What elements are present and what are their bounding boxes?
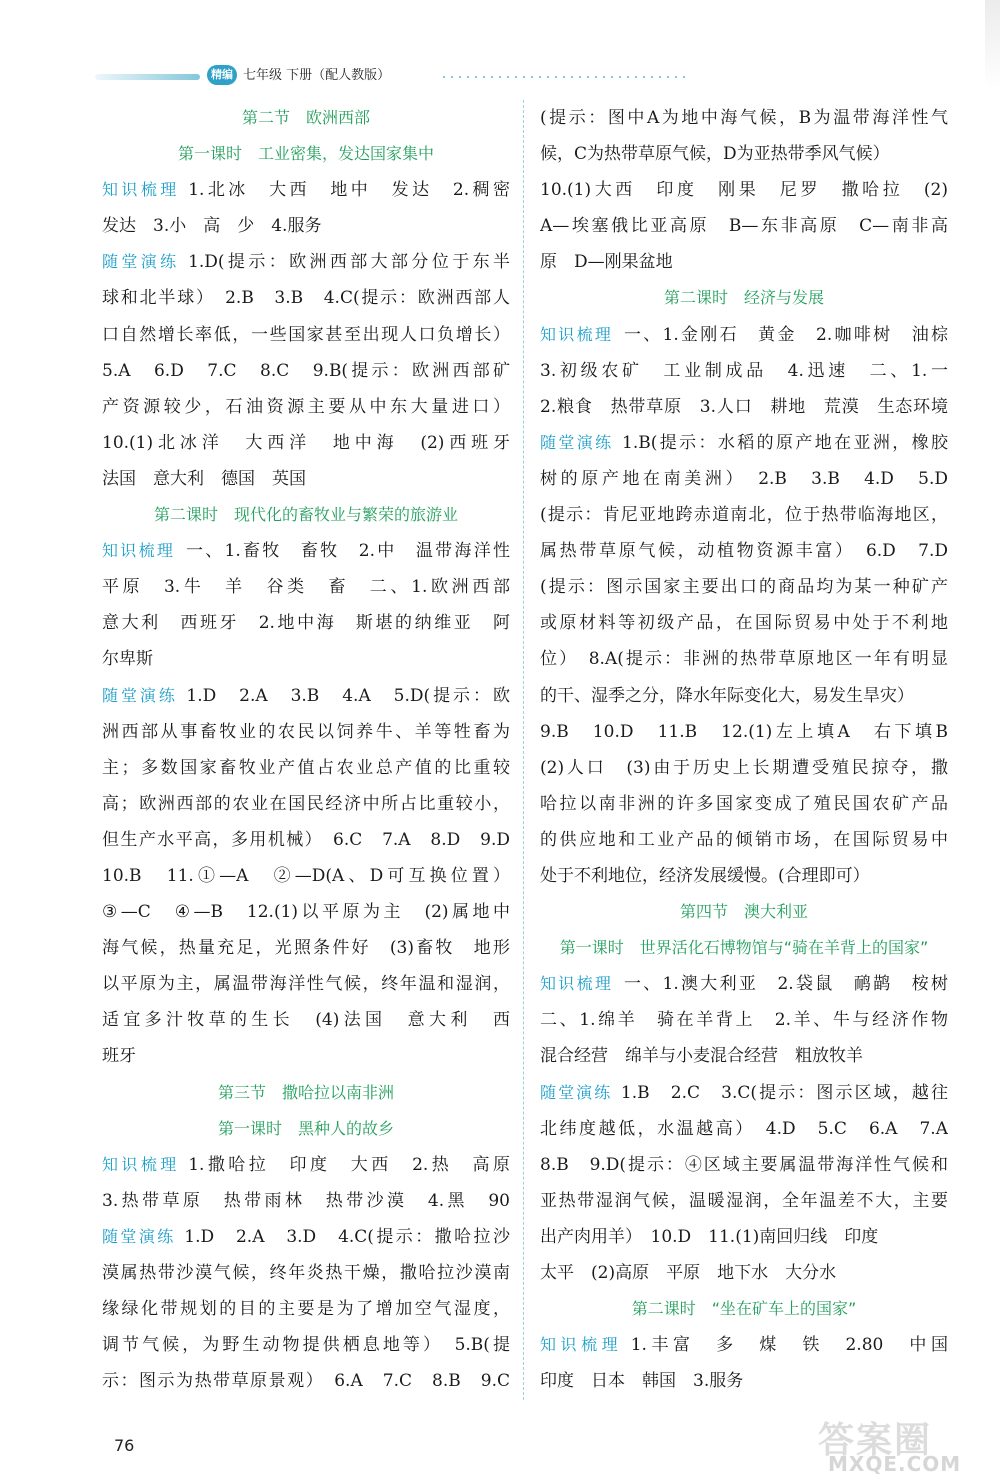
answer-text: 原 D—刚果盆地 <box>540 252 673 273</box>
text-line <box>102 1291 510 1327</box>
watermark-cn: 答案圈 <box>818 1420 933 1461</box>
answer-text: 9.B 10.D 11.B 12.(1)左上填A 右下填B <box>540 721 948 742</box>
answer-text: 10.B 11.①—A ②—D(A、D可互换位置） <box>102 865 510 886</box>
text-line <box>102 641 510 677</box>
section-label: 知识梳理 <box>540 1335 623 1355</box>
watermark <box>818 1412 988 1477</box>
answer-text: 混合经营 绵羊与小麦混合经营 粗放牧羊 <box>540 1046 863 1067</box>
text-line <box>102 280 510 316</box>
text-line <box>540 786 948 822</box>
text-line <box>540 100 948 136</box>
answer-text: 3.热带草原 热带雨林 热带沙漠 4.黑 90 <box>102 1190 510 1211</box>
text-line <box>102 244 510 280</box>
answer-text: 1.D(提示：欧洲西部大部分位于东半 <box>188 252 510 273</box>
text-line <box>540 1111 948 1147</box>
text-line <box>102 966 510 1002</box>
text-line <box>540 1183 948 1219</box>
text-line <box>540 244 948 280</box>
answer-text: A—埃塞俄比亚高原 B—东非高原 C—南非高 <box>540 216 948 237</box>
answer-text: 产资源较少，石油资源主要从中东大量进口） <box>102 396 510 417</box>
answer-text: 班牙 <box>102 1046 136 1067</box>
left-column <box>102 100 510 1399</box>
answer-text: 漠属热带沙漠气候，终年炎热干燥，撒哈拉沙漠南 <box>102 1263 510 1283</box>
section-heading: 第二课时 “坐在矿车上的国家” <box>631 1299 857 1319</box>
answer-text: 10.(1)北冰洋 大西洋 地中海 (2)西班牙 <box>102 432 510 453</box>
text-line <box>540 1002 948 1038</box>
text-line <box>540 533 948 569</box>
answer-text: 缘绿化带规划的目的主要是为了增加空气湿度， <box>102 1299 510 1320</box>
header-title: 七年级 下册（配人教版） <box>243 68 391 83</box>
text-line <box>540 1038 948 1074</box>
section-heading: 第四节 澳大利亚 <box>679 902 808 922</box>
answer-text: 尔卑斯 <box>102 649 153 670</box>
text-line <box>540 858 948 894</box>
section-label: 知识梳理 <box>540 974 614 994</box>
text-line <box>540 172 948 208</box>
text-line <box>540 822 948 858</box>
text-line <box>540 1255 948 1291</box>
answer-text: (提示：图中A为地中海气候，B为温带海洋性气 <box>540 108 948 128</box>
answer-text: 一、1.澳大利亚 2.袋鼠 鸸鹋 桉树 <box>621 974 948 995</box>
text-line <box>102 822 510 858</box>
answer-text: 的供应地和工业产品的倾销市场，在国际贸易中 <box>540 829 948 850</box>
text-line <box>540 1147 948 1183</box>
section-label: 随堂演练 <box>102 252 180 272</box>
section-heading: 第二课时 经济与发展 <box>663 288 824 308</box>
answer-text: 主；多数国家畜牧业产值占农业总产值的比重较 <box>102 757 510 778</box>
text-line <box>102 1255 510 1291</box>
text-line <box>540 461 948 497</box>
text-line <box>102 1038 510 1074</box>
text-line <box>540 317 948 353</box>
text-line <box>102 930 510 966</box>
answer-text: 口自然增长率低，一些国家甚至出现人口负增长） <box>102 324 510 345</box>
answer-text: 候，C为热带草原气候，D为亚热带季风气候） <box>540 144 890 165</box>
section-label: 知识梳理 <box>102 541 176 561</box>
answer-text: 的干、湿季之分，降水年际变化大，易发生旱灾） <box>540 685 914 706</box>
answer-text: 适宜多汁牧草的生长 (4)法国 意大利 西 <box>102 1010 510 1031</box>
section-heading: 第二节 欧洲西部 <box>241 108 370 127</box>
page-edge-mark <box>985 0 1000 90</box>
text-line <box>102 461 510 497</box>
header-badge: 精编 <box>207 65 237 85</box>
section-label: 随堂演练 <box>102 1226 176 1246</box>
text-line <box>102 858 510 894</box>
page-number: 76 <box>114 1436 135 1455</box>
header-decor-line <box>95 74 200 80</box>
answer-text: 8.B 9.D(提示：④区域主要属温带海洋性气候和 <box>540 1154 948 1175</box>
text-line <box>102 172 510 208</box>
answer-text: 10.(1)大西 印度 刚果 尼罗 撒哈拉 (2) <box>540 180 948 201</box>
answer-text: 示：图示为热带草原景观） 6.A 7.C 8.B 9.C <box>102 1371 510 1392</box>
answer-text: ③—C ④—B 12.(1)以平原为主 (2)属地中 <box>102 902 510 923</box>
answer-text: 二、1.绵羊 骑在羊背上 2.羊、牛与经济作物 <box>540 1010 948 1031</box>
text-line <box>102 605 510 641</box>
answer-text: 法国 意大利 德国 英国 <box>102 468 306 489</box>
answer-text: 海气候，热量充足，光照条件好 (3)畜牧 地形 <box>102 938 510 959</box>
section-heading: 第三节 撒哈拉以南非洲 <box>217 1082 394 1102</box>
answer-text: 平原 3.牛 羊 谷类 畜 二、1.欧洲西部 <box>102 577 510 598</box>
answer-text: 北纬度越低，水温越高） 4.D 5.C 6.A 7.A <box>540 1118 948 1139</box>
answer-text: 发达 3.小 高 少 4.服务 <box>102 216 322 237</box>
text-line <box>540 641 948 677</box>
text-line <box>102 750 510 786</box>
right-column <box>540 100 948 1399</box>
text-line <box>102 569 510 605</box>
answer-text: 1.北冰 大西 地中 发达 2.稠密 <box>188 180 510 201</box>
answer-text: 1.B 2.C 3.C(提示：图示区域，越往 <box>620 1082 948 1103</box>
text-line <box>540 425 948 461</box>
answer-text: 处于不利地位，经济发展缓慢。(合理即可） <box>540 865 870 886</box>
answer-text: 1.D 2.A 3.D 4.C(提示：撒哈拉沙 <box>184 1226 510 1247</box>
text-line <box>540 208 948 244</box>
text-line <box>540 678 948 714</box>
answer-text: 5.A 6.D 7.C 8.C 9.B(提示：欧洲西部矿 <box>102 360 510 381</box>
answer-text: 高；欧洲西部的农业在国民经济中所占比重较小， <box>102 793 510 814</box>
text-line <box>102 1183 510 1219</box>
header-decor-dots <box>440 76 690 78</box>
answer-text: 但生产水平高，多用机械） 6.C 7.A 8.D 9.D <box>102 829 510 850</box>
answer-text: 出产肉用羊） 10.D 11.(1)南回归线 印度 <box>540 1226 879 1247</box>
answer-text: 以平原为主，属温带海洋性气候，终年温和湿润， <box>102 974 510 995</box>
text-line <box>102 317 510 353</box>
answer-text: (提示：肯尼亚地跨赤道南北，位于热带临海地区， <box>540 505 948 526</box>
column-divider <box>523 100 524 1400</box>
section-label: 随堂演练 <box>540 1082 613 1102</box>
text-line <box>102 353 510 389</box>
answer-text: 位） 8.A(提示：非洲的热带草原地区一年有明显 <box>540 649 948 670</box>
text-line <box>540 497 948 533</box>
text-line <box>102 678 510 714</box>
section-label: 知识梳理 <box>102 180 180 200</box>
text-line <box>540 714 948 750</box>
text-line <box>102 1002 510 1038</box>
answer-text: 一、1.金刚石 黄金 2.咖啡树 油棕 <box>621 324 948 345</box>
page-header <box>95 60 695 90</box>
text-line <box>102 1147 510 1183</box>
answer-text: 1.D 2.A 3.B 4.A 5.D(提示：欧 <box>186 685 510 706</box>
answer-text: 意大利 西班牙 2.地中海 斯堪的纳维亚 阿 <box>102 613 510 634</box>
section-label: 随堂演练 <box>540 432 614 452</box>
text-line <box>540 966 948 1002</box>
answer-text: 1.B(提示：水稻的原产地在亚洲，橡胶 <box>622 432 948 453</box>
answer-text: 洲西部从事畜牧业的农民以饲养牛、羊等牲畜为 <box>102 721 510 742</box>
answer-text: 3.初级农矿 工业制成品 4.迅速 二、1.一 <box>540 360 948 381</box>
text-line <box>102 1363 510 1399</box>
answer-text: 太平 (2)高原 平原 地下水 大分水 <box>540 1263 837 1283</box>
answer-text: 哈拉以南非洲的许多国家变成了殖民国农矿产品 <box>540 793 948 814</box>
answer-text: 球和北半球） 2.B 3.B 4.C(提示：欧洲西部人 <box>102 288 510 309</box>
answer-text: 2.粮食 热带草原 3.人口 耕地 荒漠 生态环境 <box>540 396 948 417</box>
text-line <box>540 569 948 605</box>
answer-text: 一、1.畜牧 畜牧 2.中 温带海洋性 <box>183 541 510 562</box>
text-line <box>102 786 510 822</box>
answer-text: (2)人口 (3)由于历史上长期遭受殖民掠夺，撒 <box>540 757 948 778</box>
text-line <box>540 1219 948 1255</box>
answer-text: 1.撒哈拉 印度 大西 2.热 高原 <box>188 1154 510 1175</box>
text-line <box>540 136 948 172</box>
watermark-en: MXQE.COM <box>828 1452 962 1476</box>
text-line <box>540 750 948 786</box>
text-line <box>540 1327 948 1363</box>
text-line <box>102 1219 510 1255</box>
section-label: 知识梳理 <box>540 324 614 344</box>
text-line <box>540 353 948 389</box>
answer-text: 1.丰富 多 煤 铁 2.80 中国 <box>630 1335 948 1356</box>
text-line <box>102 894 510 930</box>
answer-text: 印度 日本 韩国 3.服务 <box>540 1371 744 1392</box>
text-line <box>102 533 510 569</box>
section-label: 随堂演练 <box>102 685 178 705</box>
text-line <box>540 389 948 425</box>
text-line <box>102 714 510 750</box>
text-line <box>102 389 510 425</box>
section-heading: 第二课时 现代化的畜牧业与繁荣的旅游业 <box>153 505 458 525</box>
answer-text: 亚热带湿润气候，温暖湿润，全年温差不大，主要 <box>540 1190 948 1211</box>
text-line <box>102 1327 510 1363</box>
answer-text: 或原材料等初级产品，在国际贸易中处于不利地 <box>540 613 948 634</box>
section-label: 知识梳理 <box>102 1154 180 1174</box>
text-line <box>540 605 948 641</box>
text-line <box>540 1363 948 1399</box>
answer-text: (提示：图示国家主要出口的商品均为某一种矿产 <box>540 577 948 598</box>
answer-text: 树的原产地在南美洲） 2.B 3.B 4.D 5.D <box>540 468 948 489</box>
answer-text: 调节气候，为野生动物提供栖息地等） 5.B(提 <box>102 1335 510 1356</box>
section-heading: 第一课时 工业密集，发达国家集中 <box>177 144 434 164</box>
text-line <box>102 425 510 461</box>
answer-text: 属热带草原气候，动植物资源丰富） 6.D 7.D <box>540 541 948 562</box>
section-heading: 第一课时 世界活化石博物馆与“骑在羊背上的国家” <box>559 938 929 958</box>
section-heading: 第一课时 黑种人的故乡 <box>217 1118 394 1138</box>
text-line <box>102 208 510 244</box>
text-line <box>540 1075 948 1111</box>
